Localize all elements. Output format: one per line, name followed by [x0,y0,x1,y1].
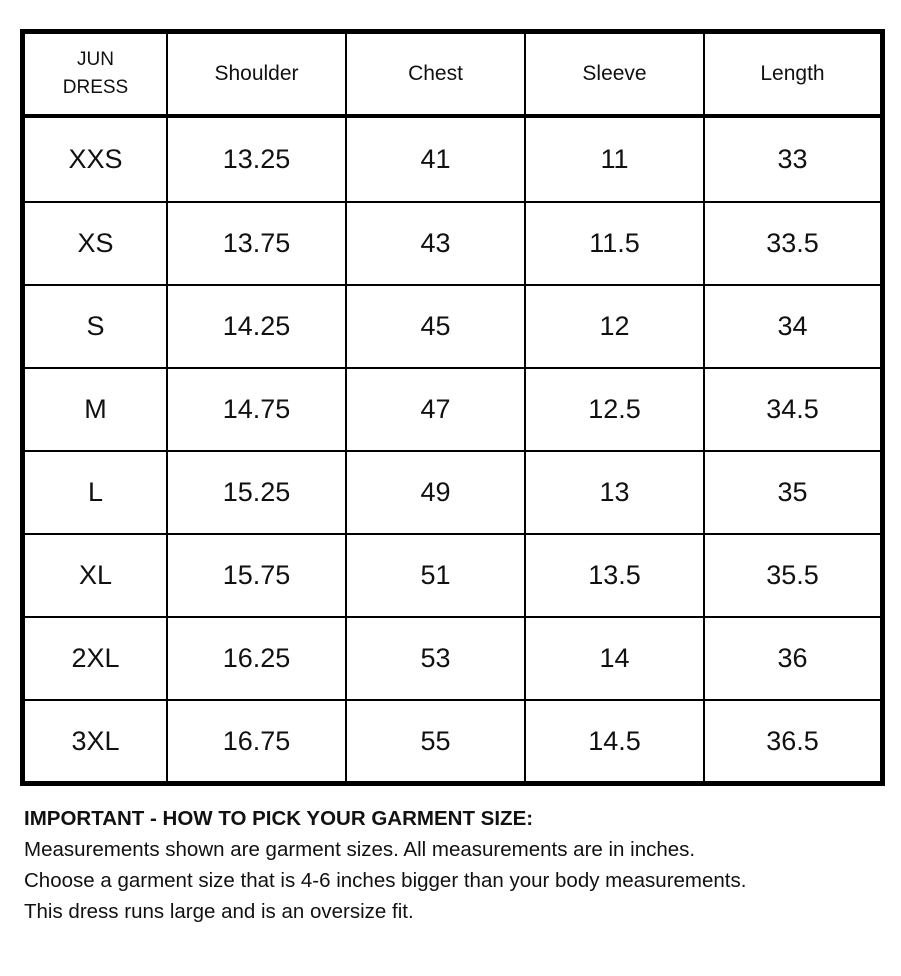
product-label-line2: DRESS [62,77,129,98]
sleeve-cell: 12.5 [525,368,704,451]
size-cell: XXS [25,116,167,202]
notes-line: Measurements shown are garment sizes. All measurements are in inches. [24,838,696,861]
size-cell: M [25,368,167,451]
table-row [25,368,880,451]
chest-cell: 43 [346,202,525,285]
chest-cell: 51 [346,534,525,617]
sleeve-cell: 12 [525,285,704,368]
size-cell: XL [25,534,167,617]
length-cell: 34.5 [704,368,880,451]
length-cell: 33 [704,116,880,202]
product-label-line1: JUN [77,49,114,70]
shoulder-cell: 13.75 [167,202,346,285]
shoulder-cell: 15.75 [167,534,346,617]
shoulder-cell: 13.25 [167,116,346,202]
length-cell: 35.5 [704,534,880,617]
header-row [25,34,880,116]
table-row [25,451,880,534]
chest-cell: 47 [346,368,525,451]
sleeve-cell: 14.5 [525,700,704,781]
sleeve-cell: 11 [525,116,704,202]
length-cell: 36 [704,617,880,700]
chest-cell: 41 [346,116,525,202]
sleeve-cell: 14 [525,617,704,700]
chest-cell: 55 [346,700,525,781]
size-chart [20,29,885,786]
length-cell: 36.5 [704,700,880,781]
column-header-length: Length [704,34,880,116]
chest-cell: 53 [346,617,525,700]
chest-cell: 49 [346,451,525,534]
chest-cell: 45 [346,285,525,368]
shoulder-cell: 14.75 [167,368,346,451]
corner-header [25,34,167,116]
table-row [25,700,880,781]
sleeve-cell: 13.5 [525,534,704,617]
notes-line: Choose a garment size that is 4-6 inches bigger than your body measurements. [24,869,747,892]
column-header-shoulder: Shoulder [167,34,346,116]
table-row [25,116,880,202]
shoulder-cell: 16.25 [167,617,346,700]
size-table [25,34,880,781]
shoulder-cell: 15.25 [167,451,346,534]
size-cell: 3XL [25,700,167,781]
table-row [25,617,880,700]
column-header-sleeve: Sleeve [525,34,704,116]
notes-heading: IMPORTANT - HOW TO PICK YOUR GARMENT SIZE: [24,807,534,830]
shoulder-cell: 16.75 [167,700,346,781]
sleeve-cell: 11.5 [525,202,704,285]
size-cell: S [25,285,167,368]
size-cell: XS [25,202,167,285]
length-cell: 33.5 [704,202,880,285]
sleeve-cell: 13 [525,451,704,534]
size-cell: 2XL [25,617,167,700]
sizing-notes [24,803,884,927]
size-cell: L [25,451,167,534]
length-cell: 34 [704,285,880,368]
product-label [51,46,141,102]
length-cell: 35 [704,451,880,534]
table-row [25,285,880,368]
table-row [25,202,880,285]
notes-line: This dress runs large and is an oversize fit. [24,900,414,923]
table-row [25,534,880,617]
column-header-chest: Chest [346,34,525,116]
shoulder-cell: 14.25 [167,285,346,368]
